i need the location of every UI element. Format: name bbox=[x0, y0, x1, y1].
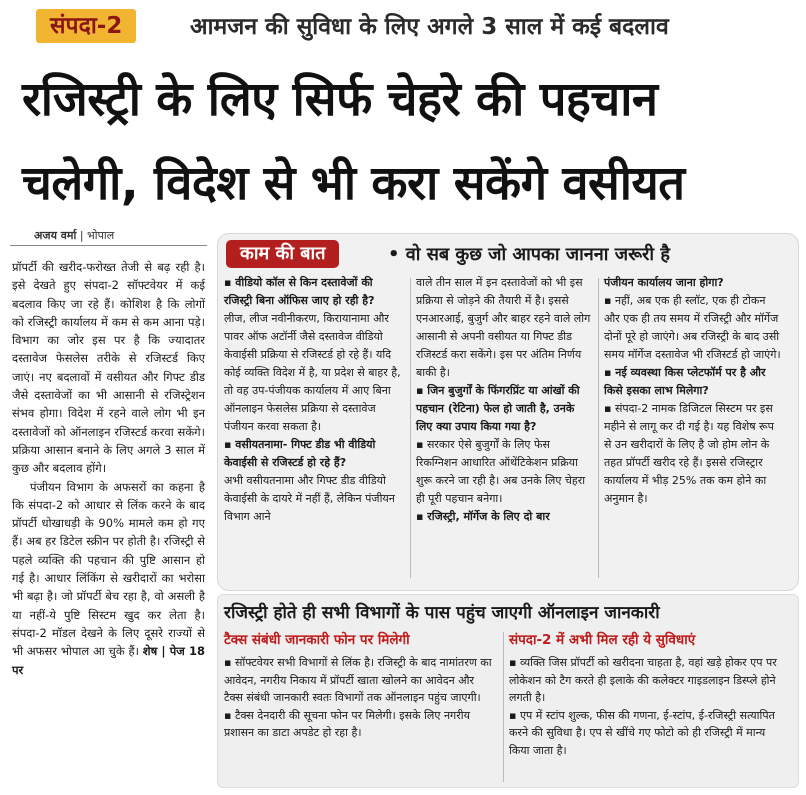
qa-column-2 bbox=[416, 274, 591, 526]
left-story-para-2 bbox=[12, 478, 205, 679]
byline-place: भोपाल bbox=[87, 229, 115, 242]
continued-label: शेष | पेज 18 पर bbox=[12, 644, 205, 677]
qa-answer: ▪ संपदा-2 नामक डिजिटल सिस्टम पर इस महीने से लागू कर दी गई है। यह विशेष रूप से उन खरीदारों के लिए है जो होम लोन के तहत प्रॉपर्टी खरीद रहे हैं। इससे रजिस्ट्रार कार्यालय में भीड़ 25% तक कम होने का अनुमान है। bbox=[604, 402, 774, 505]
column-divider bbox=[598, 278, 599, 578]
list-item: ▪ एप में स्टांप शुल्क, फीस की गणना, ई-स्टांप, ई-रजिस्ट्री सत्यापित करने की सुविधा है। एप से खींचे गए फोटो को ही रजिस्ट्री में मान्य किया जाता है। bbox=[509, 708, 775, 757]
list-item: ▪ सॉफ्टवेयर सभी विभागों से लिंक है। रजिस्ट्री के बाद नामांतरण का आवेदन, नगरीय निकाय में प्रॉपर्टी खाता खोलने का आवेदन और टैक्स संबंधी जानकारी स्वतः विभागों तक ऑनलाइन पहुंच जाएगी। bbox=[224, 656, 492, 704]
byline-author: अजय वर्मा bbox=[34, 229, 77, 242]
list-item: ▪ व्यक्ति जिस प्रॉपर्टी को खरीदना चाहता है, वहां खड़े होकर एप पर लोकेशन को टैग करते ही इलाके की कलेक्टर गाइडलाइन डिस्प्ले होने लगती है। bbox=[509, 656, 777, 704]
column-divider bbox=[503, 632, 504, 782]
headline-line-1: रजिस्ट्री के लिए सिर्फ चेहरे की पहचान bbox=[22, 72, 658, 127]
qa-column-1 bbox=[224, 274, 404, 526]
list-item: ▪ टैक्स देनदारी की सूचना फोन पर मिलेगी। इसके लिए नगरीय प्रशासन का डाटा अपडेट हो रहा है। bbox=[224, 708, 470, 739]
qa-question: ▪ रजिस्ट्री, मॉर्गेज के लिए दो बार bbox=[416, 510, 550, 523]
qa-answer: अभी वसीयतनामा और गिफ्ट डीड वीडियो केवाईसी के दायरे में नहीं हैं, लेकिन पंजीयन विभाग आने bbox=[224, 474, 395, 523]
left-story bbox=[12, 258, 205, 679]
facilities-column bbox=[509, 654, 789, 759]
qa-answer: ▪ नहीं, अब एक ही स्लॉट, एक ही टोकन और एक ही तय समय में रजिस्ट्री और मॉर्गेज दोनों पूरे हो जाएंगे। अब रजिस्ट्री के बाद उसी समय मॉर्गेज दस्तावेज भी रजिस्टर्ड हो जाएंगे। bbox=[604, 294, 781, 361]
qa-answer: लीज, लीज नवीनीकरण, किरायानामा और पावर ऑफ अटॉर्नी जैसे दस्तावेज वीडियो केवाईसी प्रक्रिया से रजिस्टर्ड हो रहे हैं। यदि कोई व्यक्ति विदेश में है, या प्रदेश से बाहर है, तो वह उप-पंजीयक कार्यालय में आए बिना ऑनलाइन फेसलेस प्रक्रिया से दस्तावेज पंजीयन करवा सकता है। bbox=[224, 312, 401, 433]
qa-question: पंजीयन कार्यालय जाना होगा? bbox=[604, 276, 724, 289]
online-info-headline: रजिस्ट्री होते ही सभी विभागों के पास पहुंच जाएगी ऑनलाइन जानकारी bbox=[224, 603, 660, 623]
kaam-ki-baat-title: • वो सब कुछ जो आपका जानना जरूरी है bbox=[388, 244, 670, 265]
qa-question: ▪ नई व्यवस्था किस प्लेटफॉर्म पर है और किसे इसका लाभ मिलेगा? bbox=[604, 366, 766, 397]
kaam-ki-baat-tag: काम की बात bbox=[226, 240, 339, 268]
byline-divider bbox=[10, 245, 207, 246]
qa-question: ▪ जिन बुजुर्गों के फिंगरप्रिंट या आंखों की पहचान (रेटिना) फेल हो जाती है, उनके लिए क्या उपाय किया गया है? bbox=[416, 384, 580, 433]
left-story-para-2-text: पंजीयन विभाग के अफसरों का कहना है कि संपदा-2 को आधार से लिंक करने के बाद प्रॉपर्टी धोखाधड़ी के 90% मामले कम हो गए हैं। अब हर डिटेल स्क्रीन पर होती है। रजिस्ट्री से पहले व्यक्ति की पहचान की पुष्टि आसान हो गई है। आधार लिंकिंग से खरीदारों का भरोसा भी बढ़ा है। जो प्रॉपर्टी बेच रहा है, वो असली है या नहीं-ये पुष्टि सिस्टम खुद कर लेता है। संपदा-2 मॉडल देखने के लिए दूसरे राज्यों से भी अफसर भोपाल आ चुके हैं। bbox=[12, 479, 205, 659]
qa-column-3 bbox=[604, 274, 784, 508]
facilities-subheading: संपदा-2 में अभी मिल रही ये सुविधाएं bbox=[509, 632, 696, 648]
qa-answer: वाले तीन साल में इन दस्तावेजों को भी इस प्रक्रिया से जोड़ने की तैयारी में है। इससे एनआरआई, बुजुर्ग और बाहर रहने वाले लोग आसानी से अपनी वसीयत या गिफ्ट डीड रजिस्टर्ड करा सकेंगे। इस पर अंतिम निर्णय बाकी है। bbox=[416, 276, 591, 379]
section-tag: संपदा-2 bbox=[36, 9, 136, 43]
tagline: आमजन की सुविधा के लिए अगले 3 साल में कई बदलाव bbox=[190, 14, 669, 40]
qa-question: ▪ वसीयतनामा- गिफ्ट डीड भी वीडियो केवाईसी से रजिस्टर्ड हो रहे हैं? bbox=[224, 438, 376, 469]
headline-line-2: चलेगी, विदेश से भी करा सकेंगे वसीयत bbox=[22, 156, 685, 211]
tax-info-subheading: टैक्स संबंधी जानकारी फोन पर मिलेगी bbox=[224, 632, 410, 648]
tax-info-column bbox=[224, 654, 496, 742]
qa-answer: ▪ सरकार ऐसे बुजुर्गों के लिए फेस रिकग्निशन आधारित ऑथेंटिकेशन प्रक्रिया शुरू करने जा रही है। अब उनके लिए चेहरा ही पूरी पहचान बनेगा। bbox=[416, 438, 586, 505]
column-divider bbox=[410, 278, 411, 578]
byline: अजय वर्मा | भोपाल bbox=[34, 229, 115, 242]
main-headline bbox=[22, 58, 792, 226]
left-story-para-1: प्रॉपर्टी की खरीद-फरोख्त तेजी से बढ़ रही है। इसे देखते हुए संपदा-2 सॉफ्टवेयर में कई बदलाव किए जा रहे हैं। कोशिश है कि लोगों को रजिस्ट्री कार्यालय में कम से कम आना पड़े। विभाग का जोर इस पर है कि ज्यादातर दस्तावेज फेसलेस तरीके से रजिस्टर्ड किए जाएं। नए बदलावों में वसीयत और गिफ्ट डीड जैसे दस्तावेजों का भी आसानी से रजिस्ट्रेशन संभव होगा। विदेश में रहने वाले लोग भी इन दस्तावेजों को ऑनलाइन रजिस्टर्ड करवा सकेंगे। प्रक्रिया आसान बनाने के लिए अगले 3 साल में कुछ और बदलाव होंगे। bbox=[12, 260, 205, 476]
qa-question: ▪ वीडियो कॉल से किन दस्तावेजों की रजिस्ट्री बिना ऑफिस जाए हो रही है? bbox=[224, 276, 375, 307]
